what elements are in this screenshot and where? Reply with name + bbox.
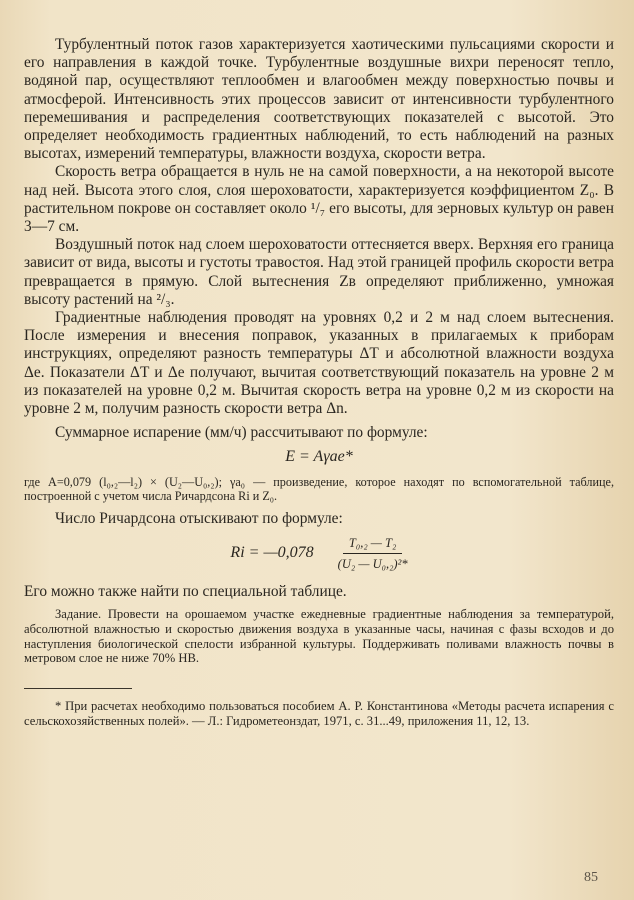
paragraph-turbulence: Турбулентный поток газов характеризуется хаотическими пульсациями скорости и его направления в каждой точке. Турбулентные воздушные вихри переносят тепло, водяной пар, осуществляют теплообмен и влагообмен между поверхностью почвы и атмосферой. Интенсивность этих процессов зависит от интенсивности турбулентного перемешивания и распределения соответствующих показателей с высотой. Это определяет необходимость градиентных наблюдений, то есть наблюдений на разных высотах, измерений температуры, влажности воздуха, скорости ветра. — [24, 36, 614, 163]
page-text — [24, 36, 614, 729]
evaporation-formula: E = Aγae* — [285, 448, 353, 466]
task-paragraph: Задание. Провести на орошаемом участке ежедневные градиентные наблюдения за температурой, абсолютной влажностью и скоростью движения воздуха в указанные часы, начиная с фазы всходов и до наступления биологической спелости избранной культуры. Поддерживать поливами влажность почвы в метровом слое не ниже 70% НВ. — [24, 607, 614, 666]
footnote: * При расчетах необходимо пользоваться пособием А. Р. Константинова «Методы расчета испарения с сельскохозяйственных полей». — Л.: Гидрометеонздат, 1971, с. 31...49, приложения 11, 12, 13. — [24, 698, 614, 728]
richardson-lead: Число Ричардсона отыскивают по формуле: — [55, 509, 343, 527]
evaporation-note: где A=0,079 (l₀,₂—l₂) × (U₂—U₀,₂); γa₀ — произведение, которое находят по вспомогательной таблице, построенной с учетом числа Ричардсона Ri и Z₀. — [24, 474, 614, 504]
paragraph-displacement: Воздушный поток над слоем шероховатости оттесняется вверх. Верхняя его граница зависит от вида, высоты и густоты травостоя. Над этой границей профиль скорости ветра превращается в прямую. Слой вытеснения Zв определяют приближенно, умножая высоту растений на ²/₃. — [24, 236, 614, 308]
richardson-denominator: (U₂ — U₀,₂)²* — [337, 557, 408, 572]
page-number: 85 — [584, 870, 598, 885]
richardson-formula — [24, 534, 614, 573]
paragraph-wind-speed: Скорость ветра обращается в нуль не на самой поверхности, а на некоторой высоте над ней. Высота этого слоя, слоя шероховатости, характеризуется коэффициентом Z₀. В растительном покрове он составляет около ¹/₇ его высоты, для зерновых культур он равен 3—7 см. — [24, 163, 614, 236]
footnote-divider — [24, 688, 132, 689]
richardson-numerator: T₀,₂ — T₂ — [343, 534, 402, 554]
richardson-table-note: Его можно также найти по специальной таблице. — [24, 583, 347, 601]
evaporation-lead: Суммарное испарение (мм/ч) рассчитывают по формуле: — [55, 424, 428, 442]
richardson-fraction — [338, 534, 408, 573]
paragraph-gradient: Градиентные наблюдения проводят на уровнях 0,2 и 2 м над слоем вытеснения. После измерения и внесения поправок, указанных в прилагаемых к приборам инструкциях, определяют разность температуры ΔT и абсолютной влажности воздуха Δe. Показатели ΔT и Δe получают, вычитая соответствующий показатель на уровне 2 м из показателей на уровне 0,2 м. Вычитая скорость ветра на уровне 0,2 м из скорости на уровне 2 м, получим разность скорости ветра Δn. — [24, 309, 614, 418]
richardson-lhs: Ri = —0,078 — [230, 544, 314, 562]
